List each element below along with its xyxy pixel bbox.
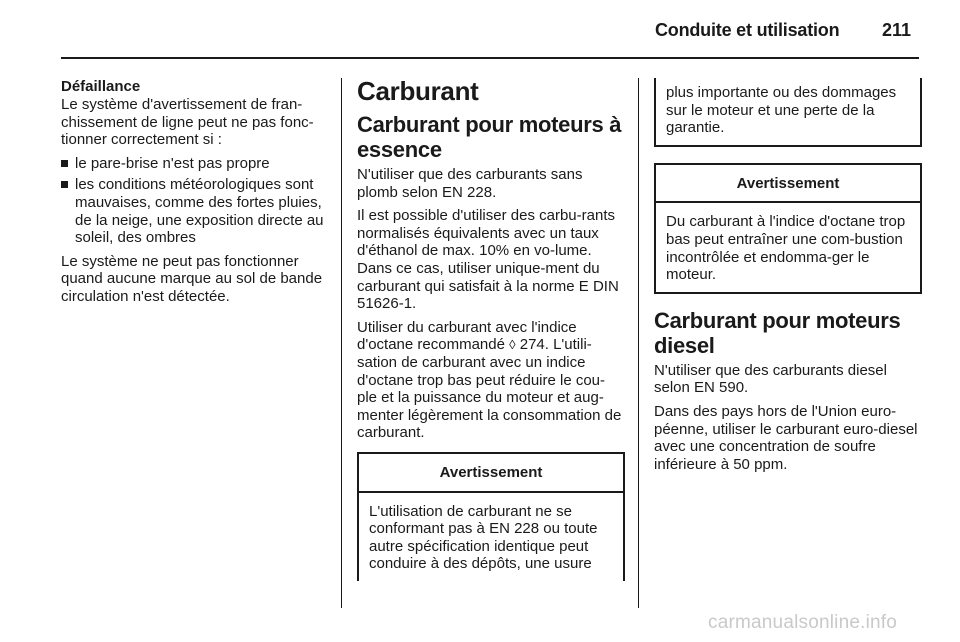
column-divider-left bbox=[341, 78, 342, 608]
paragraph bbox=[357, 319, 625, 442]
page-reference-arrow-icon: ◊ bbox=[509, 337, 516, 353]
watermark: carmanualsonline.info bbox=[708, 612, 898, 633]
section-heading-diesel: Carburant pour moteurs diesel bbox=[654, 307, 901, 358]
paragraph-text: Utiliser du carburant avec l'indice d'octane recommandé bbox=[357, 318, 577, 354]
warning-text: L'utilisation de carburant ne se conformant pas à EN 228 ou toute autre spécification identique peut conduire à des dépôts, une usure bbox=[369, 502, 598, 573]
warning-box bbox=[357, 452, 625, 581]
bullet-list bbox=[61, 155, 331, 247]
paragraph: N'utiliser que des carburants sans plomb selon EN 228. bbox=[357, 166, 583, 201]
section-heading-defaillance: Défaillance bbox=[61, 78, 141, 95]
paragraph: Le système d'avertissement de fran-chissement de ligne peut ne pas fonc-tionner correctement si : bbox=[61, 96, 314, 149]
paragraph-text: 274. L'utili-sation de carburant avec un indice d'octane trop bas peut réduire le cou-ple et la puissance du moteur et aug-menter légèrement la consommation de carburant. bbox=[357, 336, 622, 442]
warning-text: plus importante ou des dommages sur le moteur et une perte de la garantie. bbox=[666, 84, 897, 137]
bullet-square-icon bbox=[61, 160, 68, 167]
header-divider bbox=[61, 57, 919, 59]
chapter-title: Carburant bbox=[357, 76, 479, 106]
warning-text: Du carburant à l'indice d'octane trop bas peut entraîner une com-bustion incontrôlée et endomma-ger le moteur. bbox=[666, 213, 906, 284]
paragraph: Dans des pays hors de l'Union euro-péenne, utiliser le carburant euro-diesel avec une concentration de soufre inférieure à 50 ppm. bbox=[654, 402, 918, 473]
warning-title: Avertissement bbox=[656, 165, 920, 204]
page-header bbox=[0, 0, 960, 60]
column-divider-right bbox=[638, 78, 639, 608]
paragraph: Le système ne peut pas fonctionner quand aucune marque au sol de bande circulation n'est détectée. bbox=[61, 252, 323, 305]
list-item-text: les conditions météorologiques sont mauvaises, comme des fortes pluies, de la neige, une exposition directe au soleil, des ombres bbox=[75, 176, 324, 247]
paragraph: N'utiliser que des carburants diesel selon EN 590. bbox=[654, 361, 887, 397]
section-heading-essence: Carburant pour moteurs à essence bbox=[357, 112, 622, 162]
bullet-square-icon bbox=[61, 181, 68, 188]
list-item bbox=[61, 176, 331, 246]
column-right bbox=[654, 78, 922, 479]
warning-box-continued bbox=[654, 78, 922, 147]
warning-box bbox=[654, 163, 922, 294]
warning-title: Avertissement bbox=[359, 454, 623, 493]
page-header-title: Conduite et utilisation bbox=[655, 20, 840, 40]
list-item bbox=[61, 155, 331, 173]
list-item-text: le pare-brise n'est pas propre bbox=[75, 154, 270, 172]
column-left bbox=[61, 78, 331, 312]
column-middle bbox=[357, 76, 625, 581]
page-number: 211 bbox=[882, 20, 912, 40]
paragraph: Il est possible d'utiliser des carbu-rants normalisés équivalents avec un taux d'éthanol de max. 10% en vo-lume. Dans ce cas, utiliser unique-ment du carburant qui satisfait à la norme E DIN 51626-1. bbox=[357, 207, 619, 313]
